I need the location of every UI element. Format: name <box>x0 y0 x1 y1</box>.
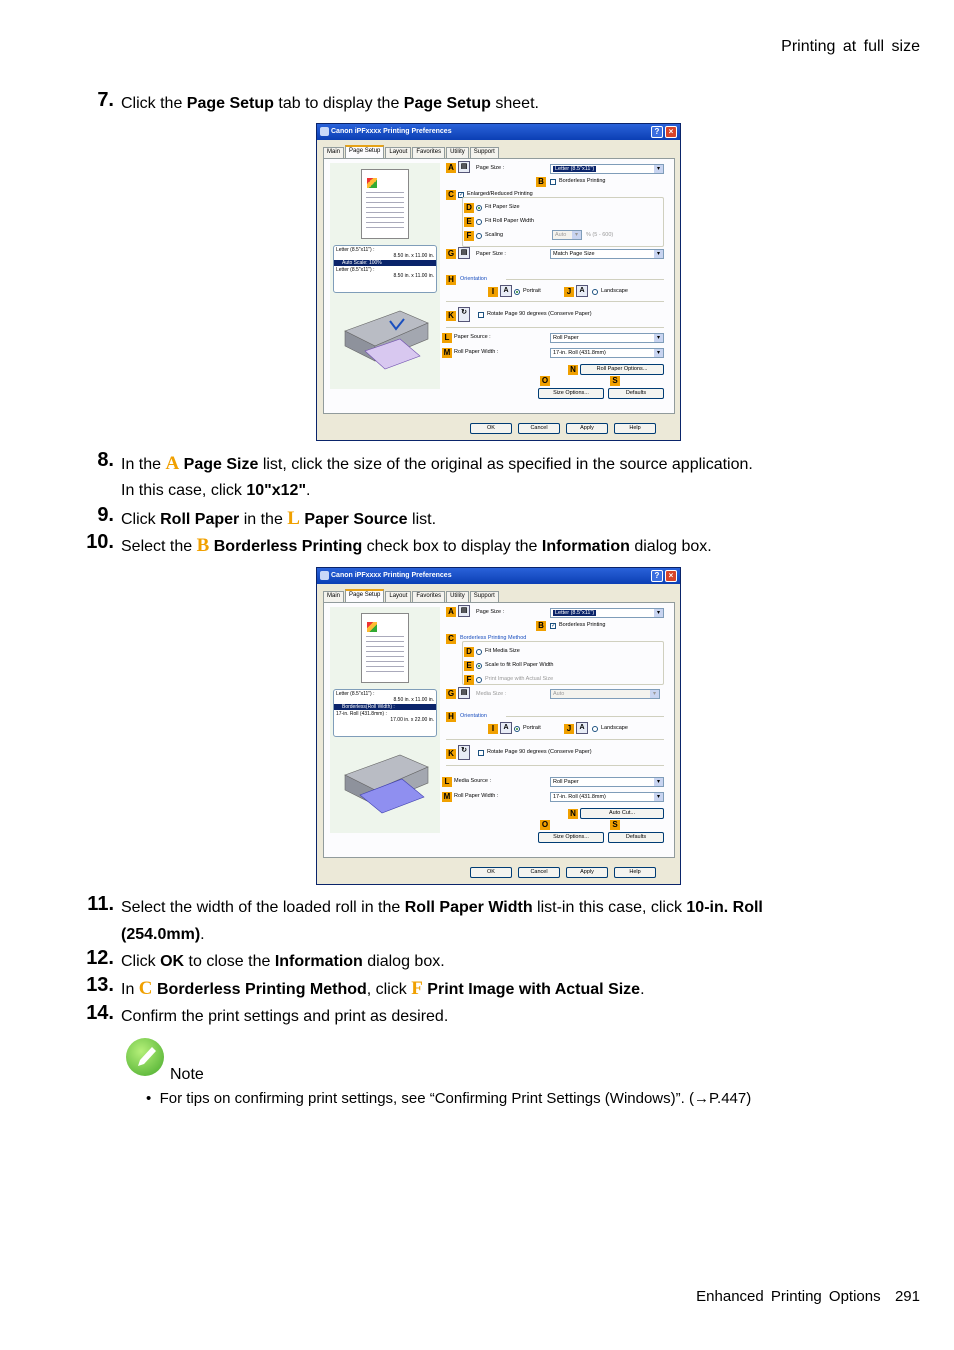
landscape-radio[interactable] <box>592 726 598 732</box>
tab-favorites[interactable]: Favorites <box>412 147 445 158</box>
paper-source-dropdown[interactable]: Roll Paper ▾ <box>550 333 664 343</box>
ok-button[interactable]: OK <box>470 423 512 434</box>
step-number: 7. <box>97 89 114 111</box>
printer-illustration <box>340 301 430 371</box>
borderless-checkbox[interactable]: ✓ <box>551 623 557 629</box>
help-button[interactable]: Help <box>614 867 656 878</box>
fit-media-size-radio[interactable] <box>476 649 482 655</box>
size-info-box: Letter (8.5"x11") : 8.50 in. x 11.00 in. Auto Scale: 100% Letter (8.5"x11") : 8.50 in. x 11.00 in. <box>333 245 437 293</box>
tab-page-setup[interactable]: Page Setup <box>345 145 384 158</box>
close-icon[interactable]: × <box>665 570 677 582</box>
landscape-radio[interactable] <box>592 289 598 295</box>
help-button[interactable]: Help <box>614 423 656 434</box>
page-footer: Enhanced Printing Options 291 <box>696 1288 920 1305</box>
fit-roll-width-radio[interactable] <box>476 219 482 225</box>
defaults-button[interactable]: Defaults <box>608 388 664 399</box>
close-icon[interactable]: × <box>665 126 677 138</box>
size-info-box: Letter (8.5"x11") : 8.50 in. x 11.00 in. Borderless(Roll Width) : 17-in. Roll (431.8mm) : 17.00 in. x 22.00 in. <box>333 689 437 737</box>
note-text: • For tips on confirming print settings, see “Confirming Print Settings (Windows)”. (→P.447) <box>146 1090 752 1107</box>
apply-button[interactable]: Apply <box>566 423 608 434</box>
size-options-button[interactable]: Size Options... <box>538 388 604 399</box>
running-header: Printing at full size <box>781 38 920 55</box>
printer-illustration <box>340 745 430 815</box>
cancel-button[interactable]: Cancel <box>518 423 560 434</box>
title-bar: Canon iPFxxxx Printing Preferences ? × <box>317 124 680 140</box>
apply-button[interactable]: Apply <box>566 867 608 878</box>
rotate-checkbox[interactable] <box>478 750 484 756</box>
ok-button[interactable]: OK <box>470 867 512 878</box>
tab-main[interactable]: Main <box>323 591 344 602</box>
actual-size-radio[interactable] <box>476 677 482 683</box>
tab-utility[interactable]: Utility <box>446 147 469 158</box>
roll-paper-options-button[interactable]: Roll Paper Options... <box>580 364 664 375</box>
rotate-icon: ↻ <box>458 745 470 760</box>
media-size-dropdown[interactable]: Auto ▾ <box>550 689 660 699</box>
media-source-dropdown[interactable]: Roll Paper ▾ <box>550 777 664 787</box>
printer-icon <box>320 571 329 580</box>
page-size-dropdown[interactable]: Letter (8.5"x11") ▾ <box>550 164 664 174</box>
title-bar: Canon iPFxxxx Printing Preferences ? × <box>317 568 680 584</box>
note-pencil-icon <box>126 1038 164 1076</box>
tab-utility[interactable]: Utility <box>446 591 469 602</box>
size-options-button[interactable]: Size Options... <box>538 832 604 843</box>
tab-support[interactable]: Support <box>470 591 499 602</box>
scaling-input[interactable]: Auto ▾ <box>552 230 582 240</box>
enlarged-checkbox[interactable]: ✓ <box>459 192 465 198</box>
note-label: Note <box>170 1066 204 1083</box>
portrait-radio[interactable] <box>514 289 520 295</box>
borderless-checkbox[interactable] <box>550 179 556 185</box>
help-icon[interactable]: ? <box>651 570 663 582</box>
rotate-checkbox[interactable] <box>478 312 484 318</box>
portrait-radio[interactable] <box>514 726 520 732</box>
scaling-radio[interactable] <box>476 233 482 239</box>
landscape-icon: A <box>576 285 588 297</box>
tab-layout[interactable]: Layout <box>385 591 411 602</box>
paper-size-icon: ▤ <box>458 247 470 259</box>
portrait-icon: A <box>500 722 512 734</box>
page-preview <box>361 169 409 239</box>
auto-cut-button[interactable]: Auto Cut... <box>580 808 664 819</box>
page-size-icon: ▤ <box>458 605 470 617</box>
scale-roll-width-radio[interactable] <box>476 663 482 669</box>
defaults-button[interactable]: Defaults <box>608 832 664 843</box>
portrait-icon: A <box>500 285 512 297</box>
preview-pane <box>330 607 440 833</box>
media-size-icon: ▤ <box>458 687 470 699</box>
printing-preferences-dialog-1 <box>316 123 681 441</box>
rotate-icon: ↻ <box>458 307 470 322</box>
tab-layout[interactable]: Layout <box>385 147 411 158</box>
cancel-button[interactable]: Cancel <box>518 867 560 878</box>
settings-form: A ▤ Page Size : Letter (8.5"x11") ▾ B ✓ Borderless Printing C Borderless Printing Method D Fit Media Size E Scale to fit Roll Paper Width F Print Image with Actual Size G ▤ Media Size : Auto ▾ H Orientation I A Portrait J A Landscape K ↻ Rotate Page 90 degrees (Conserve Paper) L Media Source : Roll Paper ▾ M Roll Paper Width : 17-in. Roll (431.8mm) ▾ N Auto Cut... O S Size Options... Defaults <box>446 603 672 855</box>
tab-page-setup[interactable]: Page Setup <box>345 589 384 602</box>
preview-pane <box>330 163 440 389</box>
tab-favorites[interactable]: Favorites <box>412 591 445 602</box>
landscape-icon: A <box>576 722 588 734</box>
settings-form: A ▤ Page Size : Letter (8.5"x11") ▾ B Borderless Printing C ✓ Enlarged/Reduced Printing D Fit Paper Size E Fit Roll Paper Width F Scaling Auto ▾ % (5 - 600) G ▤ Paper Size : Match Page Size ▾ H Orientation I A Portrait J A Landscape K ↻ Rotate Page 90 degrees (Conserve Paper) L Paper Source : Roll Paper ▾ M Roll Paper Width : 17-in. Roll (431.8mm) ▾ N Roll Paper Options... O S Size Options... Defaults <box>446 159 672 411</box>
roll-width-dropdown[interactable]: 17-in. Roll (431.8mm) ▾ <box>550 348 664 358</box>
page-size-icon: ▤ <box>458 161 470 173</box>
page-preview <box>361 613 409 683</box>
paper-size-dropdown[interactable]: Match Page Size ▾ <box>550 249 664 259</box>
tab-main[interactable]: Main <box>323 147 344 158</box>
page-size-dropdown[interactable]: Letter (8.5"x11") ▾ <box>550 608 664 618</box>
fit-paper-size-radio[interactable] <box>476 205 482 211</box>
printing-preferences-dialog-2 <box>316 567 681 885</box>
printer-icon <box>320 127 329 136</box>
tab-support[interactable]: Support <box>470 147 499 158</box>
roll-width-dropdown[interactable]: 17-in. Roll (431.8mm) ▾ <box>550 792 664 802</box>
help-icon[interactable]: ? <box>651 126 663 138</box>
